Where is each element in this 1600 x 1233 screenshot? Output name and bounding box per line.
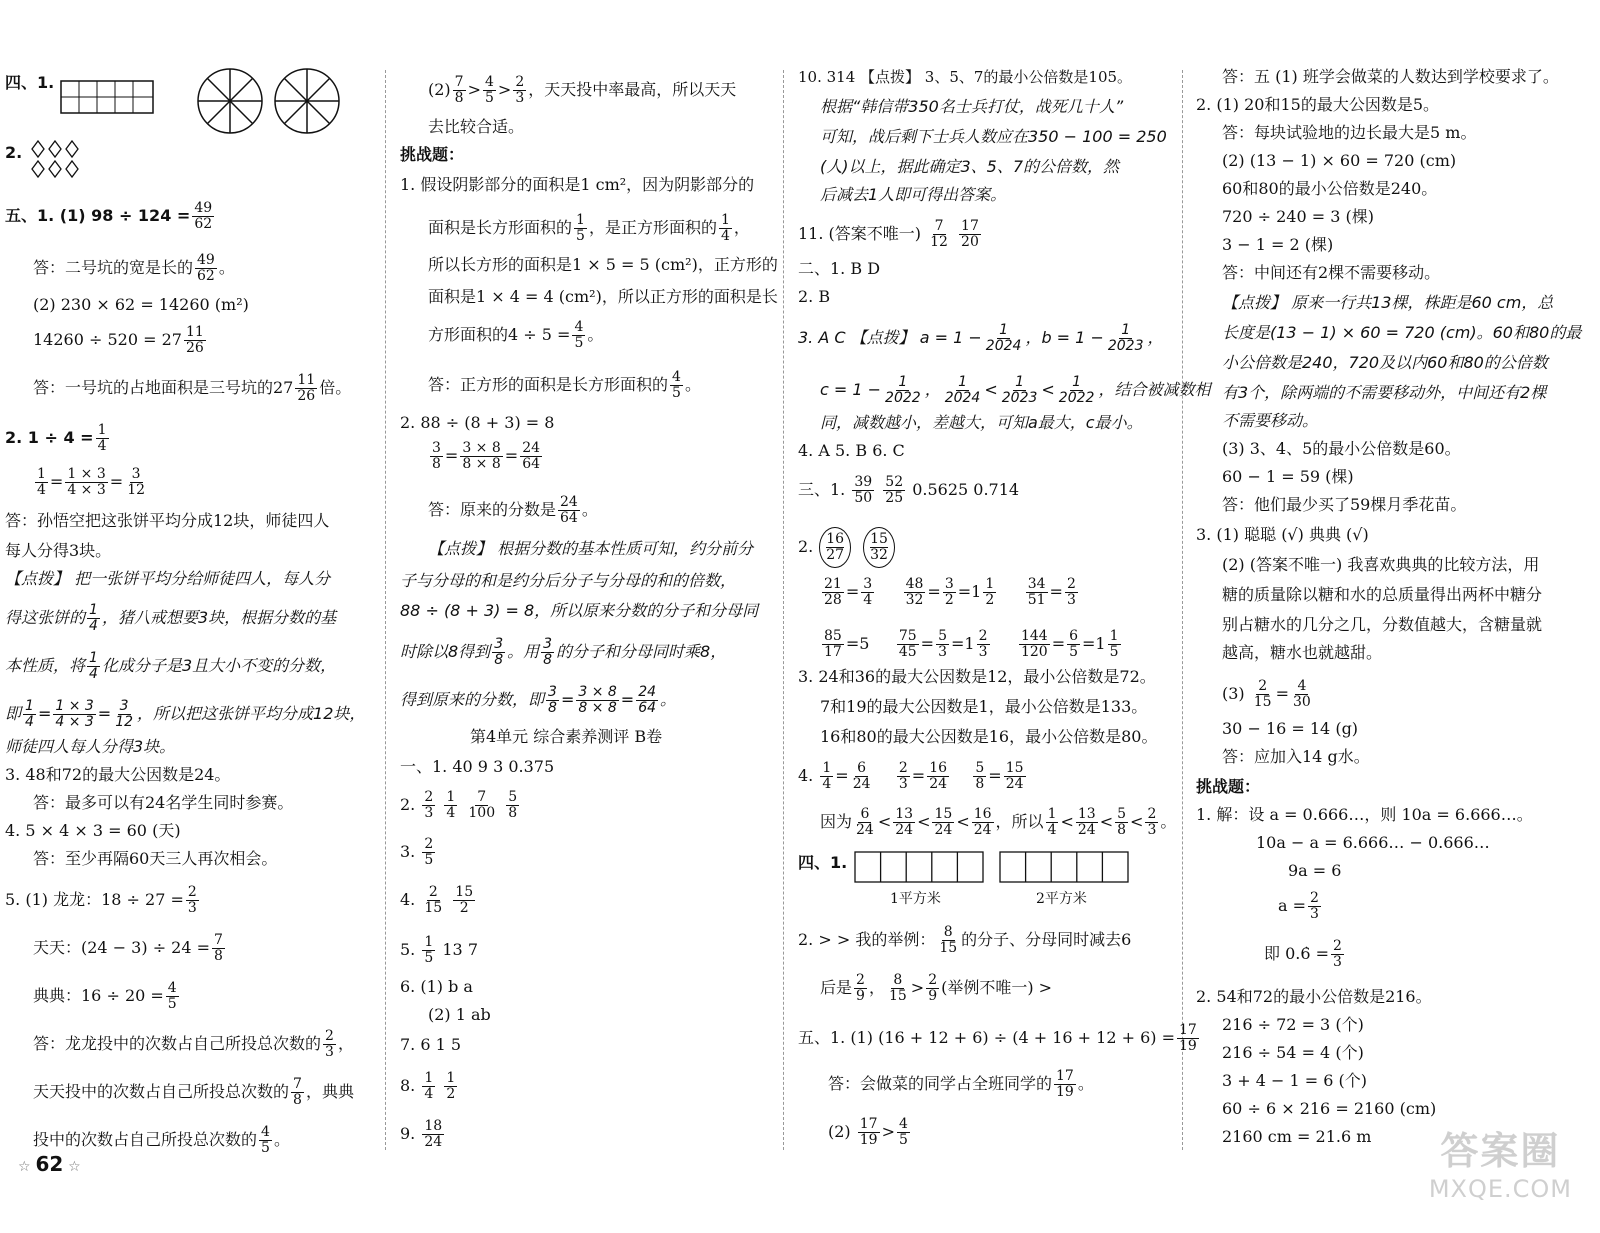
answer-text: 别占糖水的几分之几，分数值越大，含糖量就 <box>1222 615 1543 634</box>
hint-text: 小公倍数是240，720及以内60和80的公倍数 <box>1222 353 1548 372</box>
column-2: (2) $\frac{7}{8}$ > $\frac{4}{5}$ > $\frac{2}{3}$ ，天天投中率最高，所以天天 去比较合适。 挑战题： 1. 假设阴影部分的面积是1 cm²，因为阴影部分的 面积是长方形面积的 $\frac{1}{5}$ ，是正方形面积的 $\frac{1}{4}$ ， 所以长方形的面积是1 × 5 = 5 (cm²)，正方形的 面积是1 × 4 = 4 (cm²)，所以正方形的面积是长 方形面积的4 ÷ 5 = $\frac{4}{5}$ 。 答：正方形的面积是长方形面积的 $\frac{4}{5}$ 。 2. 88 ÷ (8 + 3) = 8 $\frac{3}{8}$ = $\frac{3 \times 8}{8 \times 8}$ = $\frac{24}{64}$ 答：原来的分数是 $\frac{24}{64}$ 。 【点拨】 根据分数的基本性质可知，约分前分 子与分母的和是约分后分子与分母的和的倍数， 88 ÷ (8 + 3) = 8，所以原来分数的分子和分母同 时除以8得到 $\frac{3}{8}$ 。用 $\frac{3}{8}$ 的分子和分母同时乘8， 得到原来的分数，即 $\frac{3}{8}$ = $\frac{3 \times 8}{8 \times 8}$ = $\frac{24}{64}$ 。 第4单元 综合素养测评 B卷 一、1. 40 9 3 0.375 2. $\frac{2}{3}$ $\frac{1}{4}$ $\frac{7}{100}$ $\frac{5}{8}$ 3. $\frac{2}{5}$ 4. $\frac{2}{15}$ $\frac{15}{2}$ 5. $\frac{1}{5}$ 13 7 6. (1) b a (2) 1 ab 7. 6 1 5 8. $\frac{1}{4}$ $\frac{1}{2}$ 9. $\frac{18}{24}$ <box>400 74 778 1150</box>
equation: 216 ÷ 72 = 3 (个) <box>1222 1015 1364 1034</box>
item-label: 4. <box>798 766 814 785</box>
equation: a = <box>1278 896 1307 915</box>
answer-text: 答：应加入14 g水。 <box>1222 747 1370 766</box>
page-number: ☆ 62 ☆ <box>18 1152 81 1176</box>
answer-text: 答：二号坑的宽是长的 <box>33 258 194 277</box>
item-label: 2. <box>400 795 416 814</box>
answer-text: ，天天投中率最高，所以天天 <box>528 80 737 99</box>
hint-text: ，所以把这张饼平均分成12块， <box>137 704 366 723</box>
item-label: 8. <box>400 1076 416 1095</box>
square-meter-grids <box>854 851 1134 885</box>
answer-text: 7和19的最大公因数是1，最小公倍数是133。 <box>820 697 1148 716</box>
hint-text: 【点拨】 根据分数的基本性质可知，约分前分 <box>428 539 754 558</box>
answer-text: 面积是长方形面积的 <box>428 218 573 237</box>
answer-text: (2) 1 ab <box>428 1005 491 1024</box>
hint-text: 可知，战后剩下士兵人数应在350 − 100 = 250 <box>820 127 1167 146</box>
answer-text: 答：正方形的面积是长方形面积的 <box>428 375 669 394</box>
column-4: 答：五 (1) 班学会做菜的人数达到学校要求了。 2. (1) 20和15的最大公因数是5。 答：每块试验地的边长最大是5 m。 (2) (13 − 1) × 60 = 720 (cm) 60和80的最小公倍数是240。 720 ÷ 240 = 3 (棵) 3 − 1 = 2 (棵) 答：中间还有2棵不需要移动。 【点拨】 原来一行共13棵，株距是60 cm，总 长度是(13 − 1) × 60 = 720 (cm)。60和80的最 小公倍数是240，720及以内60和80的公倍数 有3个，除两端的不需要移动外，中间还有2棵 不需要移动。 (3) 3、4、5的最小公倍数是60。 60 − 1 = 59 (棵) 答：他们最少买了59棵月季花苗。 3. (1) 聪聪 (√) 典典 (√) (2) (答案不唯一) 我喜欢典典的比较方法，用 糖的质量除以糖和水的总质量得出两杯中糖分 别占糖水的几分之几，分数值越大，含糖量就 越高，糖水也就越甜。 (3) $\frac{2}{15}$ = $\frac{4}{30}$ 30 − 16 = 14 (g) 答：应加入14 g水。 挑战题： 1. 解：设 a = 0.666…，则 10a = 6.666…。 10a − a = 6.666… − 0.666… 9a = 6 a = $\frac{2}{3}$ 即 0.6̇ = $\frac{2}{3}$ 2. 54和72的最小公倍数是216。 216 ÷ 72 = 3 (个) 216 ÷ 54 = 4 (个) 3 + 4 − 1 = 6 (个) 60 ÷ 6 × 216 = 2160 (cm) 2160 cm = 21.6 m <box>1196 67 1582 1146</box>
equation: 60 ÷ 6 × 216 = 2160 (cm) <box>1222 1099 1437 1118</box>
answer-text: 6. (1) b a <box>400 977 473 996</box>
equation: $\frac{21}{28}$ = $\frac{3}{4}$ $\frac{48}{32}$ = $\frac{3}{2}$ =1 $\frac{1}{2}$ $\frac{34}{51}$ = $\frac{2}{3}$ <box>824 576 1076 608</box>
answer-text: 投中的次数占自己所投总次数的 <box>33 1130 258 1149</box>
item-label: (3) <box>1222 684 1245 703</box>
equation: 1. 解：设 a = 0.666…，则 10a = 6.666…。 <box>1196 805 1533 824</box>
answer-text: 答：至少再隔60天三人再次相会。 <box>33 849 278 868</box>
equation: 3 − 1 = 2 (棵) <box>1222 235 1334 254</box>
rectangle-grid-figure <box>60 80 155 114</box>
hint-text: 即 <box>5 704 22 723</box>
answer-text: 3. (1) 聪聪 (√) 典典 (√) <box>1196 525 1369 544</box>
answer-text: 二、1. B D <box>798 259 881 278</box>
hint-text: c = 1 − <box>820 380 882 399</box>
answer-text: 去比较合适。 <box>428 117 525 136</box>
answer-text: 16和80的最大公因数是16，最小公倍数是80。 <box>820 727 1158 746</box>
equation: 典典：16 ÷ 20 = <box>33 986 164 1005</box>
answer-text: 1. 假设阴影部分的面积是1 cm²，因为阴影部分的 <box>400 175 755 194</box>
equation: $\frac{85}{17}$ =5 $\frac{75}{45}$ = $\frac{5}{3}$ =1 $\frac{2}{3}$ $\frac{144}{120}$ = $\frac{6}{5}$ =1 $\frac{1}{5}$ <box>824 628 1119 660</box>
answer-text: ，是正方形面积的 <box>588 218 717 237</box>
section-title: 挑战题： <box>400 145 465 164</box>
section-label: 四、1. <box>5 73 55 92</box>
answer-text: 2. B <box>798 287 831 306</box>
section-label: 四、1. <box>798 853 848 872</box>
hint-text: 长度是(13 − 1) × 60 = 720 (cm)。60和80的最 <box>1222 323 1582 342</box>
hint-text: 子与分母的和是约分后分子与分母的和的倍数， <box>400 571 737 590</box>
hint-text: ，b = 1 − <box>1025 328 1104 347</box>
hint-text: 3. A C 【点拨】 a = 1 − <box>798 328 982 347</box>
section-title: 挑战题： <box>1196 777 1261 796</box>
answer-text: 每人分得3块。 <box>5 541 112 560</box>
answer-text: 越高，糖水也就越甜。 <box>1222 643 1383 662</box>
equation: 方形面积的4 ÷ 5 = <box>428 325 571 344</box>
equation: 2160 cm = 21.6 m <box>1222 1127 1372 1146</box>
equation: 720 ÷ 240 = 3 (棵) <box>1222 207 1374 226</box>
answer-text: 倍。 <box>319 378 352 397</box>
answer-text: 答：五 (1) 班学会做菜的人数达到学校要求了。 <box>1222 67 1559 86</box>
circle-figures <box>195 67 345 135</box>
equation: 10a − a = 6.666… − 0.666… <box>1256 833 1490 852</box>
equation: 60 − 1 = 59 (棵) <box>1222 467 1354 486</box>
item-label: (2) <box>828 1122 851 1141</box>
equation: 14260 ÷ 520 = 27 <box>33 330 182 349</box>
hint-text: 师徒四人每人分得3块。 <box>5 737 176 756</box>
answer-text: 4. A 5. B 6. C <box>798 441 905 460</box>
answer-text: 天天投中的次数占自己所投总次数的 <box>33 1082 290 1101</box>
answer-text: 答：最多可以有24名学生同时参赛。 <box>33 793 294 812</box>
hint-text: 【点拨】 把一张饼平均分给师徒四人，每人分 <box>5 569 331 588</box>
circled-fraction: $\frac{15}{32}$ <box>863 527 895 568</box>
answer-text: 答：中间还有2棵不需要移动。 <box>1222 263 1441 282</box>
equation: 五、1. (1) (16 + 12 + 6) ÷ (4 + 16 + 12 + 6) = <box>798 1028 1176 1047</box>
equation: 5. (1) 龙龙：18 ÷ 27 = <box>5 890 184 909</box>
answer-text: 4. 5 × 4 × 3 = 60 (天) <box>5 821 181 840</box>
hint-text: 88 ÷ (8 + 3) = 8，所以原来分数的分子和分母同 <box>400 601 759 620</box>
item-label: 5. <box>400 940 416 959</box>
hint-text: 根据“韩信带350名士兵打仗，战死几十人” <box>820 97 1124 116</box>
answer-text: 答：会做菜的同学占全班同学的 <box>828 1074 1053 1093</box>
hint-text: 得到原来的分数，即 <box>400 690 545 709</box>
hint-text: 有3个，除两端的不需要移动外，中间还有2棵 <box>1222 383 1547 402</box>
answer-text: 60和80的最小公倍数是240。 <box>1222 179 1438 198</box>
answer-text: 3. 48和72的最大公因数是24。 <box>5 765 231 784</box>
equation: 即 0.6̇ = <box>1264 944 1330 963</box>
hint-text: 。用 <box>507 642 540 661</box>
answer-text: ，所以 <box>995 812 1044 831</box>
answer-text: 3. 24和36的最大公因数是12，最小公倍数是72。 <box>798 667 1156 686</box>
answer-text: 答：每块试验地的边长最大是5 m。 <box>1222 123 1477 142</box>
fraction: $\frac{49}{62}$ <box>194 200 213 232</box>
grid-caption: 2平方米 <box>1036 891 1087 907</box>
item-label: 2. <box>798 537 814 556</box>
hint-text: 【点拨】 原来一行共13棵，株距是60 cm，总 <box>1222 293 1554 312</box>
item-label: 三、1. <box>798 480 846 499</box>
equation: 216 ÷ 54 = 4 (个) <box>1222 1043 1364 1062</box>
equation: 2. 1 ÷ 4 = <box>5 428 94 447</box>
column-divider <box>783 70 784 1150</box>
answer-text: 后是 <box>820 978 853 997</box>
hint-text: 不需要移动。 <box>1222 411 1319 430</box>
equation: (2) (13 − 1) × 60 = 720 (cm) <box>1222 151 1457 170</box>
answer-text: 所以长方形的面积是1 × 5 = 5 (cm²)，正方形的 <box>428 255 778 274</box>
answer-text: 11. (答案不唯一) <box>798 224 922 243</box>
answer-text: (2) (答案不唯一) 我喜欢典典的比较方法，用 <box>1222 555 1540 574</box>
answer-text: 2. 54和72的最小公倍数是216。 <box>1196 987 1432 1006</box>
answer-text: 10. 314 【点拨】 3、5、7的最小公倍数是105。 <box>798 68 1133 86</box>
column-1: 四、1. 2. 五、1. (1) 98 ÷ 124 = $\frac{49}{62}$ 答：二号坑的宽是长的 $\frac{49}{62}$ 。 (2) 230 × 62 = 14260 (m²) 14260 ÷ 520 = 27 $\frac{11}{26}$ 答：一号坑的占地面积是三号坑的27 $\frac{11}{26}$ 倍。 2. 1 ÷ 4 = $\frac{1}{4}$ $\frac{1}{4}$ = $\frac{1 \times 3}{4 \times 3}$ = $\frac{3}{12}$ 答：孙悟空把这张饼平均分成12块，师徒四人 每人分得3块。 【点拨】 把一张饼平均分给师徒四人，每人分 得这张饼的 $\frac{1}{4}$ ，猪八戒想要3块，根据分数的基 本性质，将 $\frac{1}{4}$ 化成分子是3且大小不变的分数， 即 $\frac{1}{4}$ = $\frac{1 \times 3}{4 \times 3}$ = $\frac{3}{12}$ ，所以把这张饼平均分成12块， 师徒四人每人分得3块。 3. 48和72的最大公因数是24。 答：最多可以有24名学生同时参赛。 4. 5 × 4 × 3 = 60 (天) 答：至少再隔60天三人再次相会。 5. (1) 龙龙：18 ÷ 27 = $\frac{2}{3}$ 天天：(24 − 3) ÷ 24 = $\frac{7}{8}$ 典典：16 ÷ 20 = $\frac{4}{5}$ 答：龙龙投中的次数占自己所投总次数的 $\frac{2}{3}$ ， 天天投中的次数占自己所投总次数的 $\frac{7}{8}$ ，典典 投中的次数占自己所投总次数的 $\frac{4}{5}$ 。 <box>5 55 380 1165</box>
hint-text: 的分子和分母同时乘8， <box>556 642 727 661</box>
answer-text: 糖的质量除以糖和水的总质量得出两杯中糖分 <box>1222 585 1543 604</box>
answer-text: 答：孙悟空把这张饼平均分成12块，师徒四人 <box>5 511 330 530</box>
hint-text: ，结合被减数相 <box>1098 380 1211 399</box>
hint-text: 同，减数越小，差越大，可知a最大，c最小。 <box>820 413 1143 432</box>
equation: $\frac{1}{4}$ = $\frac{1 \times 3}{4 \times 3}$ = $\frac{3}{12}$ <box>37 466 146 498</box>
equation: (2) <box>428 80 451 99</box>
circled-fraction: $\frac{16}{27}$ <box>819 527 851 568</box>
answer-text: 答：他们最少买了59棵月季花苗。 <box>1222 495 1467 514</box>
equation: (2) 230 × 62 = 14260 (m²) <box>33 295 249 314</box>
column-3: 10. 314 【点拨】 3、5、7的最小公倍数是105。 根据“韩信带350名士兵打仗，战死几十人” 可知，战后剩下士兵人数应在350 − 100 = 250 (人)以上，据此确定3、5、7的公倍数，然 后减去1人即可得出答案。 11. (答案不唯一) $\frac{7}{12}$ $\frac{17}{20}$ 二、1. B D 2. B 3. A C 【点拨】 a = 1 − $\frac{1}{2024}$ ，b = 1 − $\frac{1}{2023}$ ， c = 1 − $\frac{1}{2022}$ ， $\frac{1}{2024}$ < $\frac{1}{2023}$ < $\frac{1}{2022}$ ，结合被减数相 同，减数越小，差越大，可知a最大，c最小。 4. A 5. B 6. C 三、1. $\frac{39}{50}$ $\frac{52}{25}$ 0.5625 0.714 2. $\frac{16}{27}$ $\frac{15}{32}$ $\frac{21}{28}$ = $\frac{3}{4}$ $\frac{48}{32}$ = $\frac{3}{2}$ =1 $\frac{1}{2}$ $\frac{34}{51}$ = $\frac{2}{3}$ $\frac{85}{17}$ =5 $\frac{75}{45}$ = $\frac{5}{3}$ =1 $\frac{2}{3}$ $\frac{144}{120}$ = $\frac{6}{5}$ =1 $\frac{1}{5}$ 3. 24和36的最大公因数是12，最小公倍数是72。 7和19的最大公因数是1，最小公倍数是133。 16和80的最大公因数是16，最小公倍数是80。 4. $\frac{1}{4}$ = $\frac{6}{24}$ $\frac{2}{3}$ = $\frac{16}{24}$ $\frac{5}{8}$ = $\frac{15}{24}$ 因为 $\frac{6}{24}$ < $\frac{13}{24}$ < $\frac{15}{24}$ < $\frac{16}{24}$ ，所以 $\frac{1}{4}$ < $\frac{13}{24}$ < $\frac{5}{8}$ < $\frac{2}{3}$ 。 四、1. 1平方米 2平方米 2. > > 我的举例： $\frac{8}{15}$ 的分子、分母同时减去6 后是 $\frac{2}{9}$ ， $\frac{8}{15}$ > $\frac{2}{9}$ (举例不唯一) > 五、1. (1) (16 + 12 + 6) ÷ (4 + 16 + 12 + 6) = $\frac{17}{19}$ 答：会做菜的同学占全班同学的 $\frac{17}{19}$ 。 (2) $\frac{17}{19}$ > $\frac{4}{5}$ <box>798 68 1211 1148</box>
answer-text: 答：原来的分数是 <box>428 500 557 519</box>
hint-text: 时除以8得到 <box>400 642 491 661</box>
answer-text: (举例不唯一) > <box>941 978 1053 997</box>
equation: $\frac{3}{8}$ = $\frac{3 \times 8}{8 \times 8}$ = $\frac{24}{64}$ <box>432 440 541 472</box>
equation: 2. 88 ÷ (8 + 3) = 8 <box>400 413 555 432</box>
hint-text: 化成分子是3且大小不变的分数， <box>101 656 337 675</box>
answer-text: 的分子、分母同时减去6 <box>961 930 1132 949</box>
equation: 3 + 4 − 1 = 6 (个) <box>1222 1071 1368 1090</box>
column-divider <box>385 70 386 1150</box>
answer-text: 13 7 <box>442 940 478 959</box>
hint-text: (人)以上，据此确定3、5、7的公倍数，然 <box>820 157 1120 176</box>
grid-caption: 1平方米 <box>890 891 941 907</box>
hint-text: 得这张饼的 <box>5 608 86 627</box>
answer-text: 2. (1) 20和15的最大公因数是5。 <box>1196 95 1440 114</box>
item-label: 9. <box>400 1124 416 1143</box>
answer-text: 答：龙龙投中的次数占自己所投总次数的 <box>33 1034 322 1053</box>
equation: 五、1. (1) 98 ÷ 124 = <box>5 206 191 225</box>
section-heading: 第4单元 综合素养测评 B卷 <box>470 727 663 746</box>
hint-text: ，猪八戒想要3块，根据分数的基 <box>101 608 337 627</box>
answer-text: 一、1. 40 9 3 0.375 <box>400 757 555 776</box>
answer-text: 0.5625 0.714 <box>912 480 1020 499</box>
answer-text: 7. 6 1 5 <box>400 1035 462 1054</box>
answer-text: 2. > > 我的举例： <box>798 930 936 949</box>
answer-text: 因为 <box>820 812 853 831</box>
hint-text: 后减去1人即可得出答案。 <box>820 185 1007 204</box>
equation: 9a = 6 <box>1288 861 1342 880</box>
item-label: 2. <box>5 143 23 162</box>
equation: 天天：(24 − 3) ÷ 24 = <box>33 938 211 957</box>
answer-text: ，典典 <box>305 1082 354 1101</box>
watermark-logo: 答案圈 MXQE.COM <box>1428 1129 1572 1203</box>
diamond-figures <box>30 139 82 181</box>
item-label: 3. <box>400 842 416 861</box>
column-divider <box>1182 70 1183 1150</box>
answer-text: 面积是1 × 4 = 4 (cm²)，所以正方形的面积是长 <box>428 287 778 306</box>
item-label: 4. <box>400 890 416 909</box>
equation: 30 − 16 = 14 (g) <box>1222 719 1359 738</box>
hint-text: 本性质，将 <box>5 656 86 675</box>
answer-text: (3) 3、4、5的最小公倍数是60。 <box>1222 439 1461 458</box>
answer-text: 答：一号坑的占地面积是三号坑的27 <box>33 378 294 397</box>
